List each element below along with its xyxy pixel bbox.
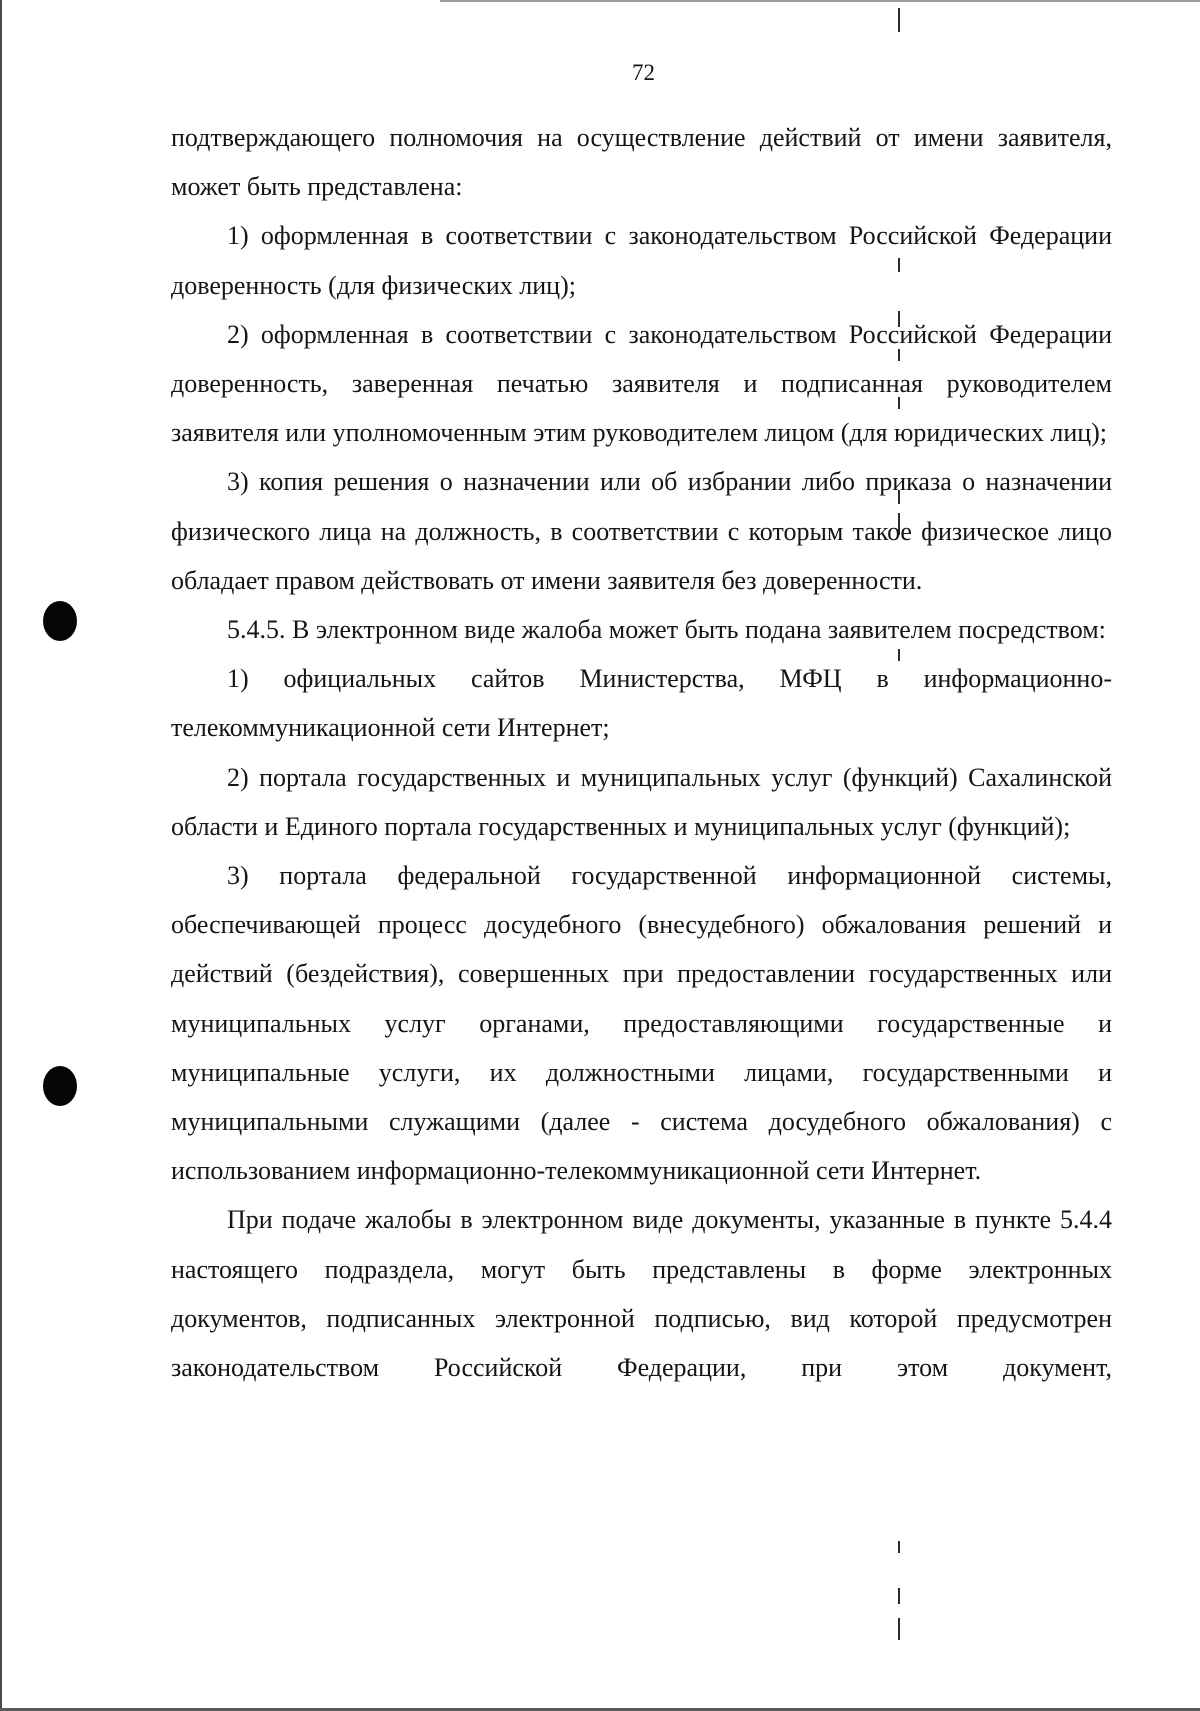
paragraph: 2) оформленная в соответствии с законодательством Российской Федерации доверенность, заверенная печатью заявителя и подписанная руководителем заявителя или уполномоченным этим руководителем лицом (для юридических лиц); [171,319,1112,448]
punch-hole-mark [43,1066,77,1106]
scan-frame-top-edge [440,0,1200,2]
scan-frame-left-edge [0,0,2,1711]
fold-line-mark [898,1588,900,1604]
document-body [171,113,1112,1392]
fold-line-mark [898,8,900,32]
paragraph: При подаче жалобы в электронном виде документы, указанные в пункте 5.4.4 настоящего подраздела, могут быть представлены в форме электронных документов, подписанных электронной подписью, вид которой предусмотрен законодательством Российской Федерации, при этом документ, [171,1205,1112,1383]
paragraph: 1) оформленная в соответствии с законодательством Российской Федерации доверенность (для физических лиц); [171,221,1112,300]
fold-line-mark [898,1618,900,1640]
paragraph: 5.4.5. В электронном виде жалоба может быть подана заявителем посредством: [227,615,1106,645]
paragraph: 2) портала государственных и муниципальных услуг (функций) Сахалинской области и Единого портала государственных и муниципальных услуг (функций); [171,762,1112,841]
paragraph: 1) официальных сайтов Министерства, МФЦ в информационно-телекоммуникационной сети Интернет; [171,664,1112,743]
fold-line-mark [898,1541,900,1553]
paragraph: подтверждающего полномочия на осуществление действий от имени заявителя, может быть представлена: [171,123,1112,202]
paragraph: 3) портала федеральной государственной информационной системы, обеспечивающей процесс досудебного (внесудебного) обжалования решений и действий (бездействия), совершенных при предоставлении государственных или муниципальных услуг органами, предоставляющими государственные и муниципальные услуги, их должностными лицами, государственными и муниципальными служащими (далее - система досудебного обжалования) с использованием информационно-телекоммуникационной сети Интернет. [171,861,1112,1186]
paragraph: 3) копия решения о назначении или об избрании либо приказа о назначении физического лица на должность, в соответствии с которым такое физическое лицо обладает правом действовать от имени заявителя без доверенности. [171,467,1112,595]
page-number: 72 [632,60,655,85]
punch-hole-mark [43,601,77,641]
